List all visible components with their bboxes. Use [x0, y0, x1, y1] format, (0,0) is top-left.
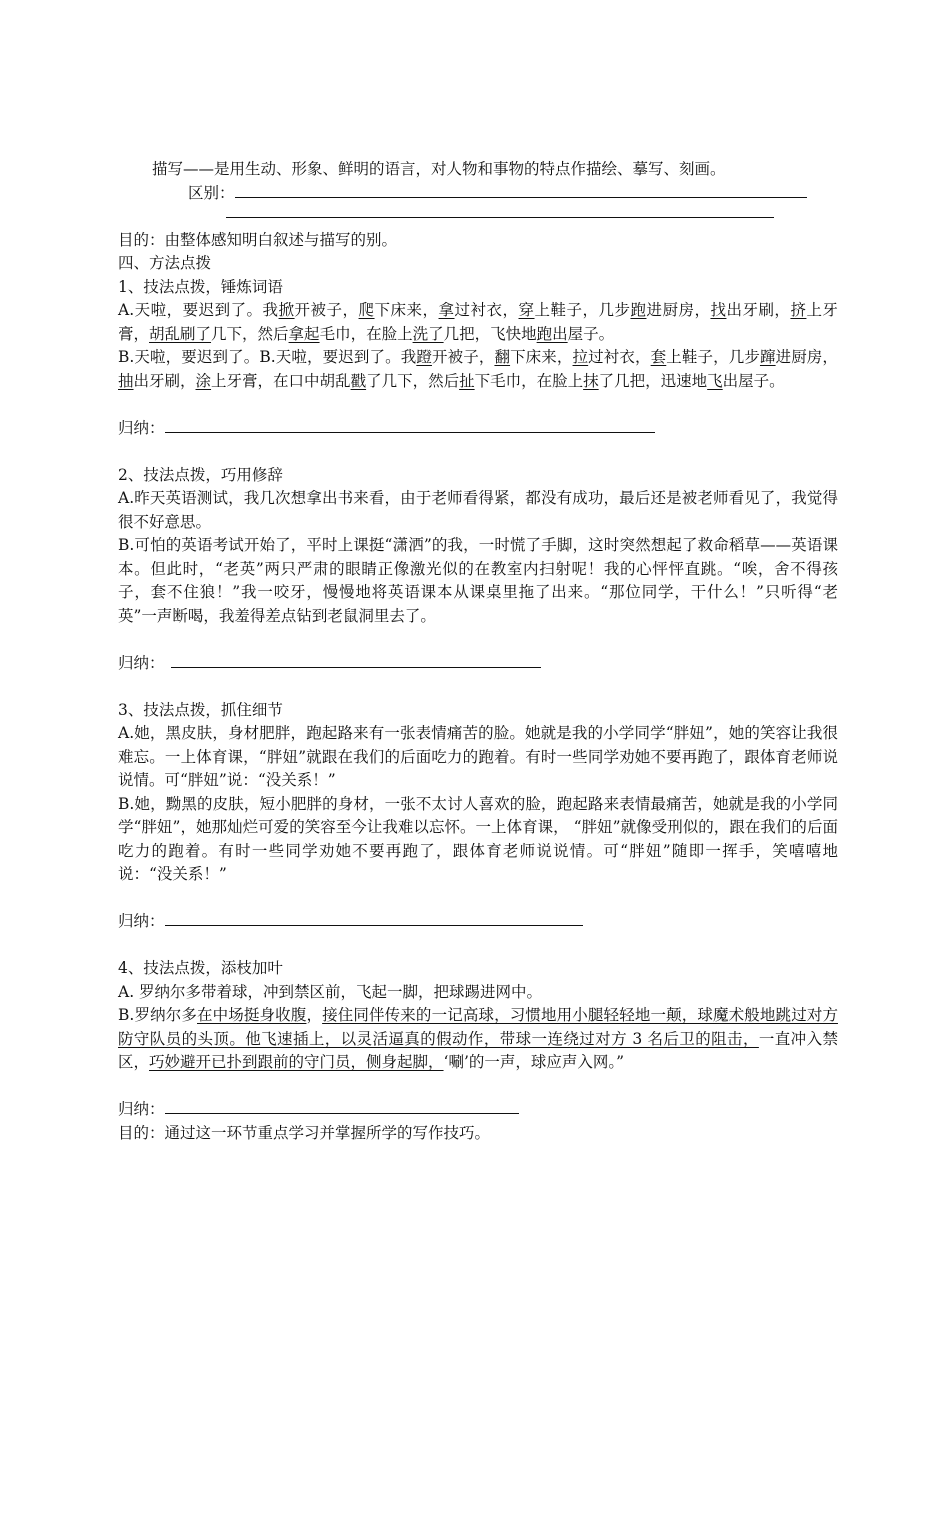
- s1b-underlined-word: 拉: [572, 348, 589, 366]
- difference-line: [118, 182, 838, 206]
- s4b-text: ‘唰’的一声，球应声入网。”: [443, 1053, 625, 1071]
- s1b-text: 了几把，迅速地: [598, 371, 708, 390]
- summary-label: 归纳：: [118, 1100, 165, 1118]
- s2-example-b: B.可怕的英语考试开始了，平时上课挺“潇洒”的我，一时慌了手脚，这时突然想起了救命稻草——英语课本。但此时，“老英”两只严肃的眼睛正像激光似的在教室内扫射呢！我的心怦怦直跳。“唉，舍不得孩子，套不住狼！”我一咬牙，慢慢地将英语课本从课桌里拖了出来。“那位同学，干什么！”只听得“老英”一声断喝，我羞得差点钻到老鼠洞里去了。: [118, 536, 838, 625]
- s1a-underlined-word: 找: [710, 301, 727, 319]
- difference-blank[interactable]: [235, 183, 807, 198]
- s1b-text: 上鞋子，几步: [666, 348, 760, 366]
- definition-line: 描写——是用生动、形象、鲜明的语言，对人物和事物的特点作描绘、摹写、刻画。: [152, 160, 726, 178]
- s1a-text: A.天啦，要迟到了。我: [118, 301, 279, 319]
- s1-summary-line: [118, 417, 838, 441]
- s4b-text: 一直冲入禁区，: [118, 1029, 838, 1071]
- s1b-underlined-word: 抽: [118, 371, 134, 390]
- s1-title: 1、技法点拨，锤炼词语: [118, 277, 283, 296]
- s1a-text: 过衬衣，: [454, 301, 519, 319]
- s1-example-b: [118, 346, 838, 393]
- s4-title: 4、技法点拨，添枝加叶: [118, 959, 283, 977]
- s3-example-a: A.她，黑皮肤，身材肥胖，跑起路来有一张表情痛苦的脸。她就是我的小学同学“胖妞”，她的笑容让我很难忘。一上体育课，“胖妞”就跟在我们的后面吃力的跑着。有时一些同学劝她不要再跑了，跟体育老师说说情。可“胖妞”说：“没关系！”: [118, 724, 838, 789]
- s1a-underlined-word: 穿: [518, 301, 535, 319]
- s1a-text: 下床来，: [374, 301, 439, 319]
- purpose-line-1: 目的：由整体感知明白叙述与描写的别。: [118, 230, 398, 249]
- s1b-underlined-word: 套: [650, 348, 667, 366]
- s1b-underlined-word: 涂: [195, 371, 212, 390]
- s1a-underlined-word: 洗了: [412, 324, 444, 343]
- s1a-text: 上鞋子，几步: [534, 301, 631, 319]
- s1b-underlined-word: 戳: [350, 371, 367, 390]
- s2-example-a: A.昨天英语测试，我几次想拿出书来看，由于老师看得紧，都没有成功，最后还是被老师看见了，我觉得很不好意思。: [118, 489, 838, 531]
- s1b-text: 下毛巾，在脸上: [474, 371, 584, 390]
- s1a-text: 进厨房，: [646, 301, 711, 319]
- s1a-underlined-word: 跑: [630, 301, 647, 319]
- s1b-text: 过衬衣，: [588, 348, 651, 366]
- s1b-text: 出屋子。: [722, 371, 785, 390]
- s1a-underlined-word: 爬: [358, 301, 375, 319]
- s4b-underlined-word: 在中场挺身收腹: [197, 1006, 307, 1024]
- s1b-underlined-word: 翻: [494, 348, 511, 366]
- s1a-text: 屋子。: [567, 324, 615, 343]
- s3-title: 3、技法点拨，抓住细节: [118, 700, 283, 719]
- s4-example-a: A. 罗纳尔多带着球，冲到禁区前，飞起一脚，把球踢进网中。: [118, 982, 543, 1001]
- s1b-underlined-word: 蹿: [759, 348, 776, 366]
- s1a-text: 毛巾，在脸上: [319, 324, 413, 343]
- s4b-text: B.罗纳尔多: [118, 1006, 197, 1024]
- section-heading: 四、方法点拨: [118, 254, 212, 272]
- s4b-underlined-word: 接住同伴传来的一记高球，习惯地用小腿轻轻地一颠，球魔术般地跳过对方防守队员的头顶。他飞速插上，以灵活逼真的假动作，带球一连绕过对方 3 名后卫的阻击，: [118, 1006, 838, 1048]
- s1b-text: 上牙膏，在口中胡乱: [211, 371, 351, 390]
- s1a-underlined-word: 跑出: [536, 324, 568, 343]
- s2-summary-blank[interactable]: [171, 653, 541, 668]
- s1b-underlined-word: 抹: [583, 371, 599, 390]
- s1b-underlined-word: 飞: [707, 371, 723, 390]
- purpose-line-2: 目的：通过这一环节重点学习并掌握所学的写作技巧。: [118, 1123, 491, 1142]
- s1a-underlined-word: 拿起: [288, 324, 320, 343]
- summary-label: 归纳：: [118, 912, 165, 930]
- s1b-underlined-word: 扯: [459, 371, 475, 390]
- s1-summary-blank[interactable]: [165, 418, 655, 433]
- summary-label: 归纳：: [118, 653, 165, 672]
- s4-example-b: [118, 1004, 838, 1075]
- s4b-underlined-word: 巧妙避开已扑到跟前的守门员，侧身起脚，: [149, 1053, 444, 1071]
- s3-summary-line: [118, 910, 838, 934]
- s1a-underlined-word: 挤: [790, 301, 807, 319]
- s1a-text: 几下，然后: [211, 324, 289, 343]
- s1a-text: 上牙膏，: [118, 301, 838, 343]
- summary-label: 归纳：: [118, 418, 165, 437]
- s1b-text: 了几下，然后: [366, 371, 460, 390]
- s1a-underlined-word: 拿: [438, 301, 455, 319]
- s4-summary-blank[interactable]: [165, 1099, 519, 1114]
- s1a-underlined-word: 掀: [278, 301, 295, 319]
- s3-example-b: B.她，黝黑的皮肤，短小肥胖的身材，一张不太讨人喜欢的脸，跑起路来表情最痛苦，她就是我的小学同学“胖妞”，她那灿烂可爱的笑容至今让我难以忘怀。一上体育课， “胖妞”就像受刑似的，跟在我们的后面吃力的跑着。有时一些同学劝她不要再跑了，跟体育老师说说情。可“胖妞”随即一挥手，笑嘻嘻地说：“没关系！”: [118, 794, 838, 883]
- s1b-text: 进厨房，: [775, 348, 838, 366]
- s1a-text: 几把，飞快地: [443, 324, 537, 343]
- difference-label: 区别：: [188, 183, 235, 202]
- s2-title: 2、技法点拨，巧用修辞: [118, 465, 283, 484]
- s1b-text: B.天啦，要迟到了。B.天啦，要迟到了。我: [118, 348, 417, 366]
- difference-blank-2[interactable]: [118, 205, 838, 229]
- s1b-underlined-word: 蹬: [416, 348, 432, 366]
- document-page: [118, 158, 838, 1145]
- s1-example-a: [118, 299, 838, 346]
- s3-summary-blank[interactable]: [165, 911, 583, 926]
- s4b-text: ，: [306, 1006, 323, 1024]
- s1a-text: 开被子，: [294, 301, 359, 319]
- s1a-text: 出牙刷，: [726, 301, 791, 319]
- s2-summary-line: [118, 652, 838, 676]
- s4-summary-line: [118, 1098, 838, 1122]
- s1b-text: 出牙刷，: [133, 371, 196, 390]
- s1b-text: 下床来，: [510, 348, 573, 366]
- s1a-underlined-word: 胡乱刷了: [149, 324, 212, 343]
- s1b-text: 开被子，: [431, 348, 495, 366]
